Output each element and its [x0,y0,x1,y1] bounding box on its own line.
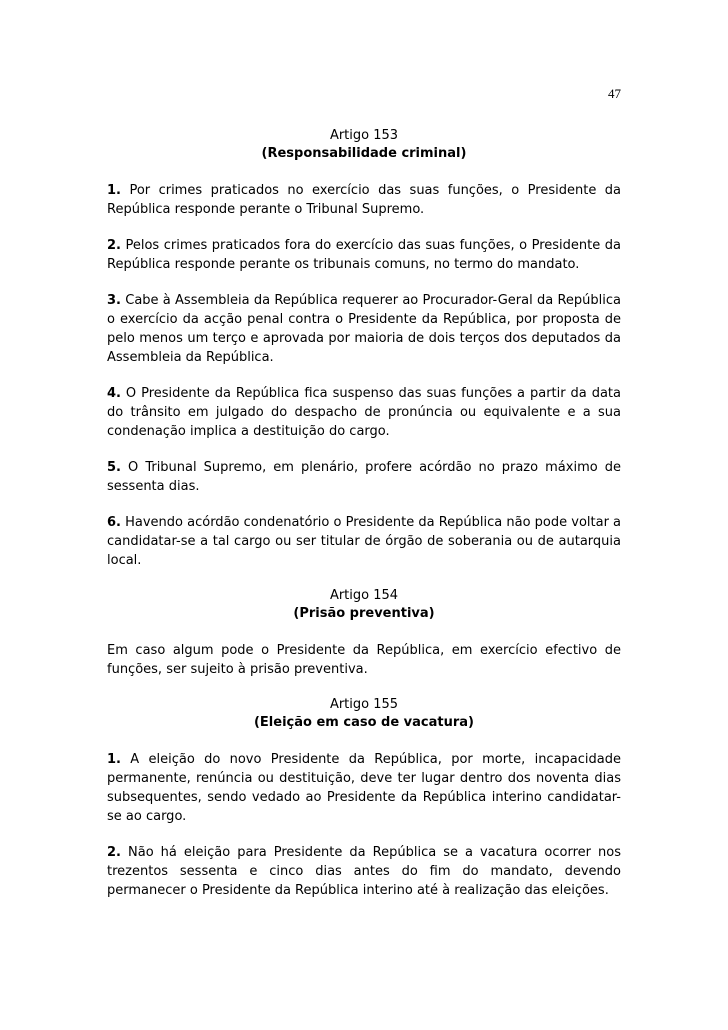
paragraph-text: Pelos crimes praticados fora do exercício das suas funções, o Presidente da República responde perante os tribunais comuns, no termo do mandato. [107,238,621,272]
paragraph [107,236,621,274]
paragraph-number: 3. [107,293,121,308]
paragraph [107,513,621,570]
paragraph-text: Por crimes praticados no exercício das suas funções, o Presidente da República responde perante o Tribunal Supremo. [107,183,621,217]
paragraph-number: 6. [107,515,121,530]
article-title: Artigo 153 [329,128,399,143]
paragraph-text: Havendo acórdão condenatório o Presidente da República não pode voltar a candidatar-se a tal cargo ou ser titular de órgão de soberania ou de autarquia local. [107,515,622,568]
paragraph-number: 2. [107,238,121,253]
paragraph-text: Não há eleição para Presidente da República se a vacatura ocorrer nos trezentos sessenta e cinco dias antes do fim do mandato, devendo permanecer o Presidente da República interino até à realização das eleições. [107,845,621,898]
article-153 [107,127,621,570]
paragraph-text: O Tribunal Supremo, em plenário, profere acórdão no prazo máximo de sessenta dias. [107,460,621,494]
paragraph-text: A eleição do novo Presidente da República, por morte, incapacidade permanente, renúncia ou destituição, deve ter lugar dentro dos noventa dias subsequentes, sendo vedado ao Presidente da República interino candidatar-se ao cargo. [107,752,621,824]
article-heading: (Responsabilidade criminal) [261,146,467,161]
paragraph [107,750,621,826]
paragraph-number: 4. [107,386,121,401]
paragraph [107,291,621,367]
paragraph-text: Cabe à Assembleia da República requerer ao Procurador-Geral da República o exercício da acção penal contra o Presidente da República, por proposta de pelo menos um terço e aprovada por maioria de dois terços dos deputados da Assembleia da República. [107,293,621,365]
paragraph [107,641,621,679]
paragraph-number: 1. [107,183,121,198]
paragraph-number: 2. [107,845,121,860]
paragraph-text: O Presidente da República fica suspenso das suas funções a partir da data do trânsito em julgado do despacho de pronúncia ou equivalente e a sua condenação implica a destituição do cargo. [107,386,621,439]
document-body [107,127,621,917]
article-155 [107,696,621,900]
page-number: 47 [608,86,621,101]
paragraph [107,458,621,496]
paragraph [107,181,621,219]
paragraph-number: 5. [107,460,121,475]
article-154 [107,587,621,679]
paragraph [107,384,621,441]
paragraph [107,843,621,900]
paragraph-number: 1. [107,752,121,767]
article-title: Artigo 155 [329,697,399,712]
paragraph-text: Em caso algum pode o Presidente da República, em exercício efectivo de funções, ser sujeito à prisão preventiva. [107,643,621,677]
article-heading: (Prisão preventiva) [293,606,435,621]
article-heading: (Eleição em caso de vacatura) [253,715,475,730]
article-title: Artigo 154 [329,588,399,603]
